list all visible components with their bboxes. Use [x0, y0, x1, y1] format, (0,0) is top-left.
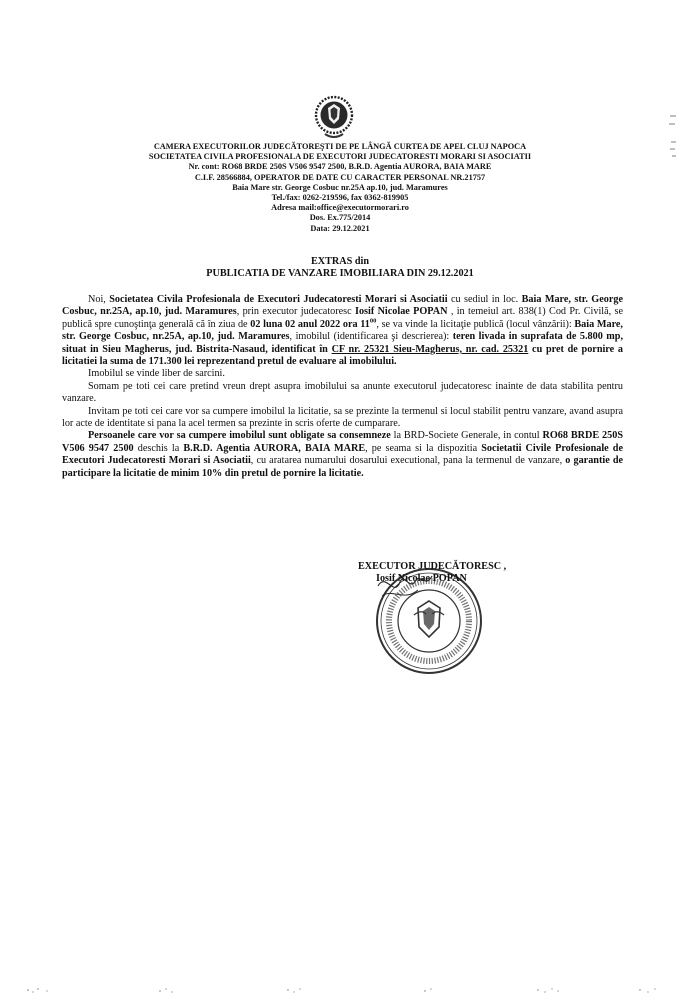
header-line-phone: Tel./fax: 0262-219596, fax 0362-819905 [271, 193, 409, 203]
header-line-address: Baia Mare str. George Cosbuc nr.25A ap.10, jud. Maramures [232, 182, 448, 192]
document-body [62, 294, 623, 480]
header-line-email: Adresa mail:office@executormorari.ro [271, 203, 409, 213]
header-line-account: Nr. cont: RO68 BRDE 250S V506 9547 2500, B.R.D. Agentia AURORA, BAIA MARE [188, 162, 492, 172]
paragraph-sale-announcement: Noi, Societatea Civila Profesionala de Executori Judecatoresti Morari si Asociatii cu sediul in loc. Baia Mare, str. George Cosbuc, nr.25A, ap.10, jud. Maramures, prin executor judecatoresc Iosif Nicolae POPAN , in temeiul art. 838(1) Cod Pr. Civilă, se publică spre cunoştinţa generală că în ziua de 02 luna 02 anul 2022 ora $11^{00}$, se va vinde la licitaţie publică (locul vânzării): Baia Mare, str. George Cosbuc, nr.25A, ap.10, jud. Maramures, imobilul (identificarea şi descrierea): teren livada in suprafata de 5.800 mp, situat in Sieu Magherus, jud. Bistrita-Nasaud, identificat în CF nr. 25321 Sieu-Magherus, nr. cad. 25321 cu pret de pornire a licitatiei la suma de 171.300 lei reprezentand pretul de evaluare al imobilului. [62, 294, 624, 368]
scan-specks [0, 985, 680, 997]
signature-name: Iosif Nicolae POPAN [376, 573, 467, 584]
institution-header [90, 142, 590, 234]
paragraph-guarantee: Persoanele care vor sa cumpere imobilul sunt obligate sa consemneze la BRD-Societe Generale, in contul RO68 BRDE 250S V506 9547 2500 deschis la B.R.D. Agentia AURORA, BAIA MARE, pe seama si la dispozitia Societatii Civile Profesionale de Executori Judecatoresti Morari si Asociatii, cu aratarea numarului dosarului executional, pana la termenul de vanzare, o garantie de participare la licitatie de minim 10% din pretul de pornire la licitatie. [62, 430, 624, 479]
header-line-company: SOCIETATEA CIVILA PROFESIONALA DE EXECUTORI JUDECATORESTI MORARI SI ASOCIATII [148, 152, 532, 162]
handwritten-signature [374, 568, 434, 608]
margin-marks [666, 112, 678, 160]
signature-title: EXECUTOR JUDECĂTORESC , [358, 561, 507, 572]
document-title [90, 256, 590, 280]
header-line-file-number: Dos. Ex.775/2014 [309, 213, 371, 223]
title-line-1: EXTRAS din [310, 256, 370, 267]
header-line-cif: C.I.F. 28566884, OPERATOR DE DATE CU CARACTER PERSONAL NR.21757 [194, 172, 486, 182]
title-line-2: PUBLICATIA DE VANZARE IMOBILIARA DIN 29.12.2021 [206, 268, 474, 279]
coat-of-arms-emblem [314, 94, 354, 142]
header-line-date: Data: 29.12.2021 [310, 223, 370, 233]
paragraph-summons: Somam pe toti cei care pretind vreun drept asupra imobilului sa anunte executorul judecatoresc inainte de data stabilita pentru vanzare. [62, 380, 623, 405]
header-line-chamber: CAMERA EXECUTORILOR JUDECĂTOREŞTI DE PE LÂNGĂ CURTEA DE APEL CLUJ NAPOCA [153, 142, 527, 151]
cadastral-reference: CF nr. 25321 Sieu-Magherus, nr. cad. 25321 [331, 343, 529, 355]
paragraph-invitation: Invitam pe toti cei care vor sa cumpere imobilul la licitatie, sa se prezinte la termenul si locul stabilit pentru vanzare, avand asupra lor acte de identitate si pana la acel termen sa prezinte in scris oferte de cumparare. [62, 405, 623, 430]
paragraph-free-of-charges: Imobilul se vinde liber de sarcini. [88, 368, 225, 380]
